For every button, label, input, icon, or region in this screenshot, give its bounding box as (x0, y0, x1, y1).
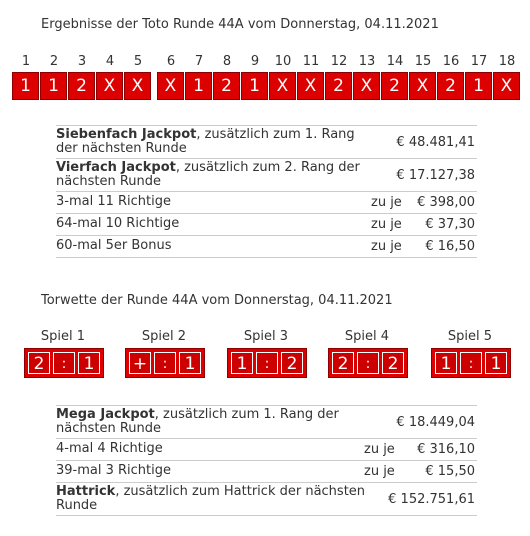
prize-label-bold: Vierfach Jackpot (56, 160, 176, 175)
position-number: 8 (222, 54, 232, 69)
zu-je-label: zu je (364, 464, 395, 479)
prize-label-rest: , zusätzlich zum Hattrick der nächsten Runde (56, 484, 366, 513)
tip-box: 2 (213, 72, 240, 100)
prize-label (56, 161, 376, 189)
position-number: 11 (302, 54, 320, 69)
prize-amount: € 152.751,61 (388, 492, 475, 507)
prize-label: 3-mal 11 Richtige (56, 194, 172, 209)
position-number: 10 (274, 54, 292, 69)
prize-label-bold: Mega Jackpot (56, 407, 155, 422)
prize-row (56, 192, 477, 214)
tip-box: X (124, 72, 151, 100)
position-number: 18 (498, 54, 516, 69)
prize-label-rest: , zusätzlich zum 2. Rang der nächsten Runde (56, 160, 360, 189)
tip-box: X (353, 72, 380, 100)
tip-box: X (297, 72, 324, 100)
away-score: 1 (485, 352, 507, 374)
tip-box: 1 (12, 72, 39, 100)
score-separator: : (154, 352, 176, 374)
prize-label (56, 128, 376, 156)
prize-label: 64-mal 10 Richtige (56, 216, 180, 231)
prize-label-rest: , zusätzlich zum 1. Rang der nächsten Runde (56, 407, 339, 436)
position-number: 9 (250, 54, 260, 69)
prize-amount: € 17.127,38 (396, 168, 475, 183)
prize-label-bold: Hattrick (56, 484, 116, 499)
home-score: 1 (231, 352, 253, 374)
score-separator: : (53, 352, 75, 374)
score-separator: : (460, 352, 482, 374)
zu-je-label: zu je (364, 442, 395, 457)
score-box (431, 348, 511, 378)
tip-box: X (96, 72, 123, 100)
prize-row (56, 236, 477, 258)
prize-label: 60-mal 5er Bonus (56, 238, 172, 253)
tip-box: 1 (465, 72, 492, 100)
game-result (123, 329, 205, 377)
away-score: 2 (382, 352, 404, 374)
game-label: Spiel 5 (447, 329, 493, 344)
away-score: 1 (78, 352, 100, 374)
prize-label: 4-mal 4 Richtige (56, 441, 163, 456)
tip-box: 1 (40, 72, 67, 100)
torwette-prize-table (56, 405, 477, 516)
torwette-title: Torwette der Runde 44A vom Donnerstag, 04.11.2021 (41, 293, 393, 308)
prize-row (56, 439, 477, 461)
game-result (429, 329, 511, 377)
toto-results-title: Ergebnisse der Toto Runde 44A vom Donnerstag, 04.11.2021 (41, 17, 439, 32)
game-label: Spiel 2 (141, 329, 187, 344)
position-number: 14 (386, 54, 404, 69)
score-box (125, 348, 205, 378)
prize-amount: € 18.449,04 (396, 415, 475, 430)
position-number: 5 (133, 54, 143, 69)
position-number: 12 (330, 54, 348, 69)
prize-row (56, 214, 477, 236)
position-number: 7 (194, 54, 204, 69)
prize-label-rest: , zusätzlich zum 1. Rang der nächsten Runde (56, 127, 355, 156)
prize-amount: € 398,00 (417, 195, 475, 210)
tip-box: 2 (437, 72, 464, 100)
prize-label: 39-mal 3 Richtige (56, 463, 172, 478)
score-separator: : (357, 352, 379, 374)
score-separator: : (256, 352, 278, 374)
tip-box: X (269, 72, 296, 100)
score-box (24, 348, 104, 378)
tip-box: X (409, 72, 436, 100)
game-label: Spiel 4 (344, 329, 390, 344)
game-label: Spiel 3 (243, 329, 289, 344)
tip-box: X (157, 72, 184, 100)
position-number: 3 (77, 54, 87, 69)
position-number: 1 (21, 54, 31, 69)
position-number: 4 (105, 54, 115, 69)
zu-je-label: zu je (371, 195, 402, 210)
prize-label-bold: Siebenfach Jackpot (56, 127, 197, 142)
prize-amount: € 16,50 (425, 239, 475, 254)
prize-amount: € 316,10 (417, 442, 475, 457)
tip-box: 1 (241, 72, 268, 100)
game-label: Spiel 1 (40, 329, 86, 344)
prize-row (56, 406, 477, 439)
position-number: 6 (166, 54, 176, 69)
game-result (225, 329, 307, 377)
away-score: 1 (179, 352, 201, 374)
prize-amount: € 48.481,41 (396, 135, 475, 150)
position-number: 16 (442, 54, 460, 69)
tip-box: 2 (325, 72, 352, 100)
zu-je-label: zu je (371, 217, 402, 232)
home-score: 2 (28, 352, 50, 374)
score-box (328, 348, 408, 378)
tip-box: X (493, 72, 520, 100)
game-result (22, 329, 104, 377)
position-number: 15 (414, 54, 432, 69)
game-result (326, 329, 408, 377)
score-box (227, 348, 307, 378)
prize-row (56, 461, 477, 483)
toto-prize-table (56, 125, 477, 258)
toto-tip-boxes (10, 72, 520, 100)
home-score: 1 (435, 352, 457, 374)
position-number: 13 (358, 54, 376, 69)
zu-je-label: zu je (371, 239, 402, 254)
home-score: 2 (332, 352, 354, 374)
tip-box: 1 (185, 72, 212, 100)
position-number: 2 (49, 54, 59, 69)
away-score: 2 (281, 352, 303, 374)
home-score: + (129, 352, 151, 374)
prize-row (56, 126, 477, 159)
prize-amount: € 37,30 (425, 217, 475, 232)
position-number: 17 (470, 54, 488, 69)
tip-box: 2 (68, 72, 95, 100)
prize-label (56, 408, 376, 436)
prize-row (56, 159, 477, 192)
prize-label (56, 485, 376, 513)
tip-box: 2 (381, 72, 408, 100)
prize-amount: € 15,50 (425, 464, 475, 479)
prize-row (56, 483, 477, 516)
position-numbers (10, 54, 520, 70)
